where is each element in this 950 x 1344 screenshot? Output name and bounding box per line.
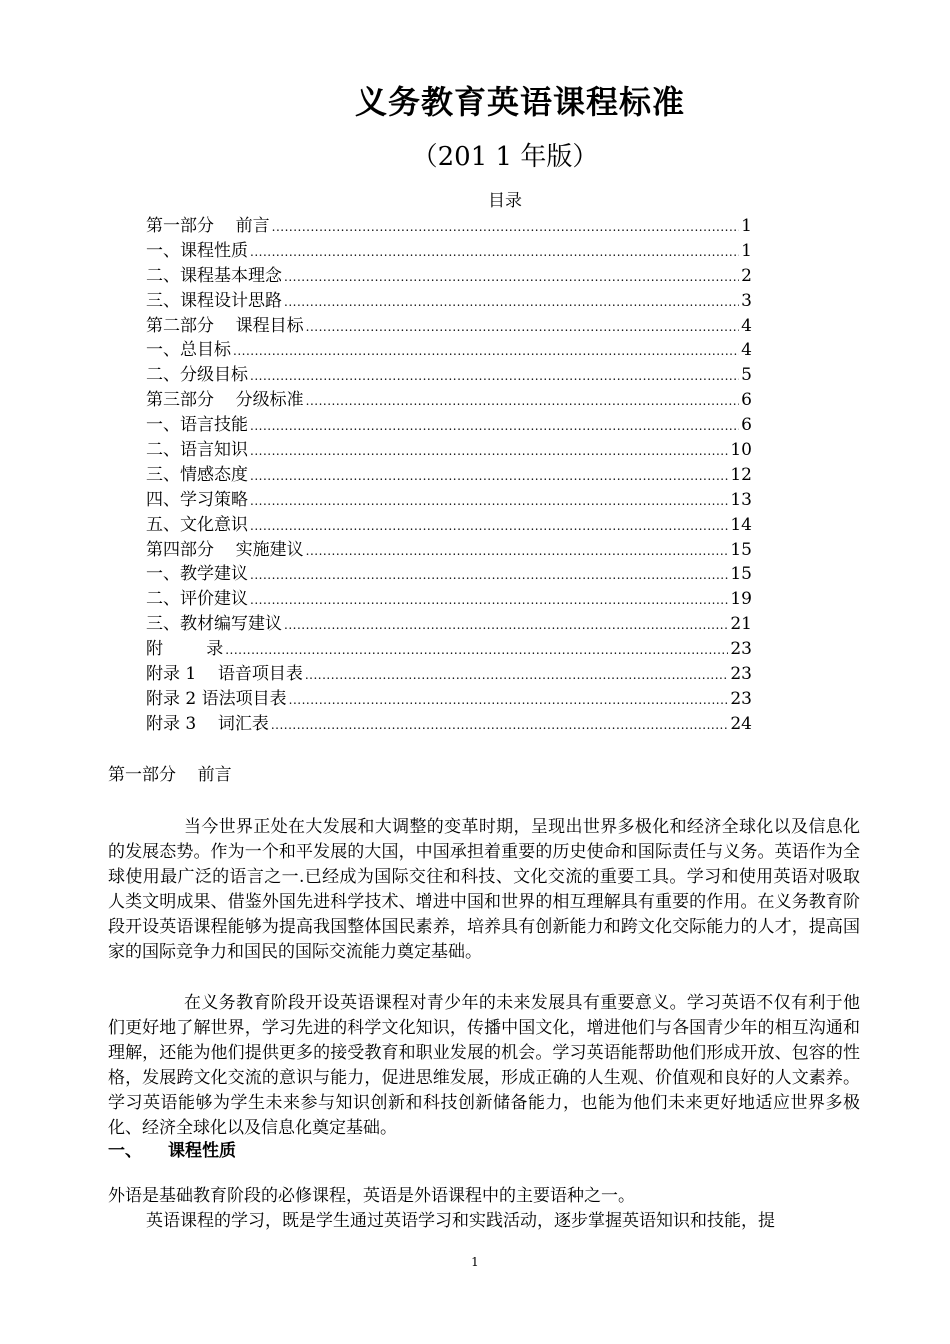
body-paragraph: 外语是基础教育阶段的必修课程，英语是外语课程中的主要语种之一。: [108, 1186, 635, 1206]
toc-entry-label: 第三部分 分级标准: [146, 390, 304, 411]
toc-entry[interactable]: [146, 538, 752, 563]
toc-leader-dots: [284, 289, 739, 315]
toc-entry-label: 三、情感态度: [146, 464, 248, 485]
document-title: 义务教育英语课程标准: [354, 83, 685, 121]
toc-entry-page: 15: [730, 564, 752, 585]
toc-entry-label: 四、学习策略: [146, 489, 248, 510]
toc-entry-label: 一、总目标: [146, 340, 231, 361]
toc-entry[interactable]: [146, 587, 752, 612]
toc-entry[interactable]: [146, 463, 752, 488]
toc-entry[interactable]: [146, 413, 752, 438]
toc-leader-dots: [306, 388, 740, 414]
toc-entry-page: 23: [730, 664, 752, 685]
heading-text: 课程性质: [168, 1141, 236, 1161]
document-subtitle: （201 1 年版）: [411, 142, 599, 172]
toc-entry-page: 1: [741, 240, 752, 261]
toc-entry[interactable]: [146, 264, 752, 289]
heading-number: 一、: [108, 1141, 142, 1161]
toc-entry-page: 5: [741, 365, 752, 386]
toc-entry[interactable]: [146, 214, 752, 239]
toc-entry-label: 一、教学建议: [146, 564, 248, 585]
toc-leader-dots: [305, 662, 729, 688]
toc-entry[interactable]: [146, 612, 752, 637]
subsection-heading: [108, 1140, 236, 1162]
toc-entry-page: 19: [730, 589, 752, 610]
toc-entry[interactable]: [146, 338, 752, 363]
toc-entry-page: 23: [730, 688, 752, 709]
toc-entry-label: 三、课程设计思路: [146, 290, 282, 311]
body-paragraph: 当今世界正处在大发展和大调整的变革时期，呈现出世界多极化和经济全球化以及信息化的发展态势。作为一个和平发展的大国，中国承担着重要的历史使命和国际责任与义务。英语作为全球使用最广泛的语言之一.已经成为国际交往和科技、文化交流的重要工具。学习和使用英语对吸取人类文明成果、借鉴外国先进科学技术、增进中国和世界的相互理解具有重要的作用。在义务教育阶段开设英语课程能够为提高我国整体国民素养，培养具有创新能力和跨文化交际能力的人才，提高国家的国际竞争力和国民的国际交流能力奠定基础。: [108, 817, 860, 963]
toc-leader-dots: [250, 587, 728, 613]
toc-entry[interactable]: [146, 687, 752, 712]
toc-leader-dots: [271, 712, 729, 738]
toc-entry-page: 12: [730, 464, 752, 485]
toc-entry-page: 13: [730, 489, 752, 510]
toc-entry[interactable]: [146, 562, 752, 587]
toc-leader-dots: [250, 562, 728, 588]
toc-entry-page: 14: [730, 514, 752, 535]
toc-leader-dots: [250, 488, 728, 514]
toc-leader-dots: [250, 413, 739, 439]
toc-leader-dots: [225, 637, 728, 663]
toc-leader-dots: [306, 314, 740, 340]
toc-entry[interactable]: [146, 488, 752, 513]
toc-entry[interactable]: [146, 239, 752, 264]
toc-entry-label: 附录 2 语法项目表: [146, 688, 287, 709]
toc-leader-dots: [250, 438, 728, 464]
toc-entry-label: 二、分级目标: [146, 365, 248, 386]
toc-entry-label: 附录 1 语音项目表: [146, 664, 303, 685]
toc-leader-dots: [250, 513, 728, 539]
toc-leader-dots: [289, 687, 729, 713]
toc-leader-dots: [272, 214, 740, 240]
toc-leader-dots: [250, 239, 739, 265]
toc-entry-page: 23: [730, 639, 752, 660]
toc-heading: 目录: [488, 191, 522, 211]
toc-leader-dots: [233, 338, 739, 364]
toc-leader-dots: [250, 363, 739, 389]
toc-entry-label: 二、评价建议: [146, 589, 248, 610]
toc-entry-page: 4: [741, 315, 752, 336]
toc-entry-page: 15: [730, 539, 752, 560]
toc-entry[interactable]: [146, 363, 752, 388]
toc-entry[interactable]: [146, 388, 752, 413]
toc-entry-label: 一、课程性质: [146, 240, 248, 261]
toc-entry-page: 4: [741, 340, 752, 361]
section-title: 第一部分 前言: [108, 765, 232, 785]
toc-entry-label: 第一部分 前言: [146, 216, 270, 236]
toc-entry-page: 3: [741, 290, 752, 311]
toc-entry-label: 附录 3 词汇表: [146, 713, 269, 734]
toc-entry[interactable]: [146, 513, 752, 538]
toc-entry-label: 一、语言技能: [146, 415, 248, 436]
toc-entry[interactable]: [146, 438, 752, 463]
toc-leader-dots: [306, 538, 729, 564]
toc-entry-label: 三、教材编写建议: [146, 614, 282, 635]
toc-leader-dots: [284, 612, 728, 638]
toc-entry[interactable]: [146, 637, 752, 662]
toc-entry-label: 二、语言知识: [146, 440, 248, 461]
toc-entry[interactable]: [146, 662, 752, 687]
toc-entry-page: 6: [741, 415, 752, 436]
page-number: 1: [471, 1255, 479, 1269]
toc-entry[interactable]: [146, 314, 752, 339]
toc-entry-page: 2: [741, 265, 752, 286]
body-paragraph: 在义务教育阶段开设英语课程对青少年的未来发展具有重要意义。学习英语不仅有利于他们更好地了解世界，学习先进的科学文化知识，传播中国文化，增进他们与各国青少年的相互沟通和理解，还能为他们提供更多的接受教育和职业发展的机会。学习英语能帮助他们形成开放、包容的性格，发展跨文化交流的意识与能力，促进思维发展，形成正确的人生观、价值观和良好的人文素养。学习英语能够为学生未来参与知识创新和科技创新储备能力，也能为他们未来更好地适应世界多极化、经济全球化以及信息化奠定基础。: [108, 993, 860, 1139]
toc-entry-page: 21: [730, 614, 752, 635]
toc-leader-dots: [250, 463, 728, 489]
toc-entry-page: 10: [730, 440, 752, 461]
toc-entry-page: 1: [741, 216, 752, 236]
body-paragraph: 英语课程的学习，既是学生通过英语学习和实践活动，逐步掌握英语知识和技能，提: [146, 1211, 775, 1231]
toc-entry[interactable]: [146, 712, 752, 737]
toc-leader-dots: [284, 264, 739, 290]
toc-entry-label: 二、课程基本理念: [146, 265, 282, 286]
toc-entry-label: 五、文化意识: [146, 514, 248, 535]
toc-entry-page: 6: [741, 390, 752, 411]
toc-entry-label: 第二部分 课程目标: [146, 315, 304, 336]
toc-entry-label: 附 录: [146, 639, 224, 660]
toc-entry-label: 第四部分 实施建议: [146, 539, 304, 560]
toc-entry-page: 24: [730, 713, 752, 734]
table-of-contents: [146, 214, 752, 737]
toc-entry[interactable]: [146, 289, 752, 314]
